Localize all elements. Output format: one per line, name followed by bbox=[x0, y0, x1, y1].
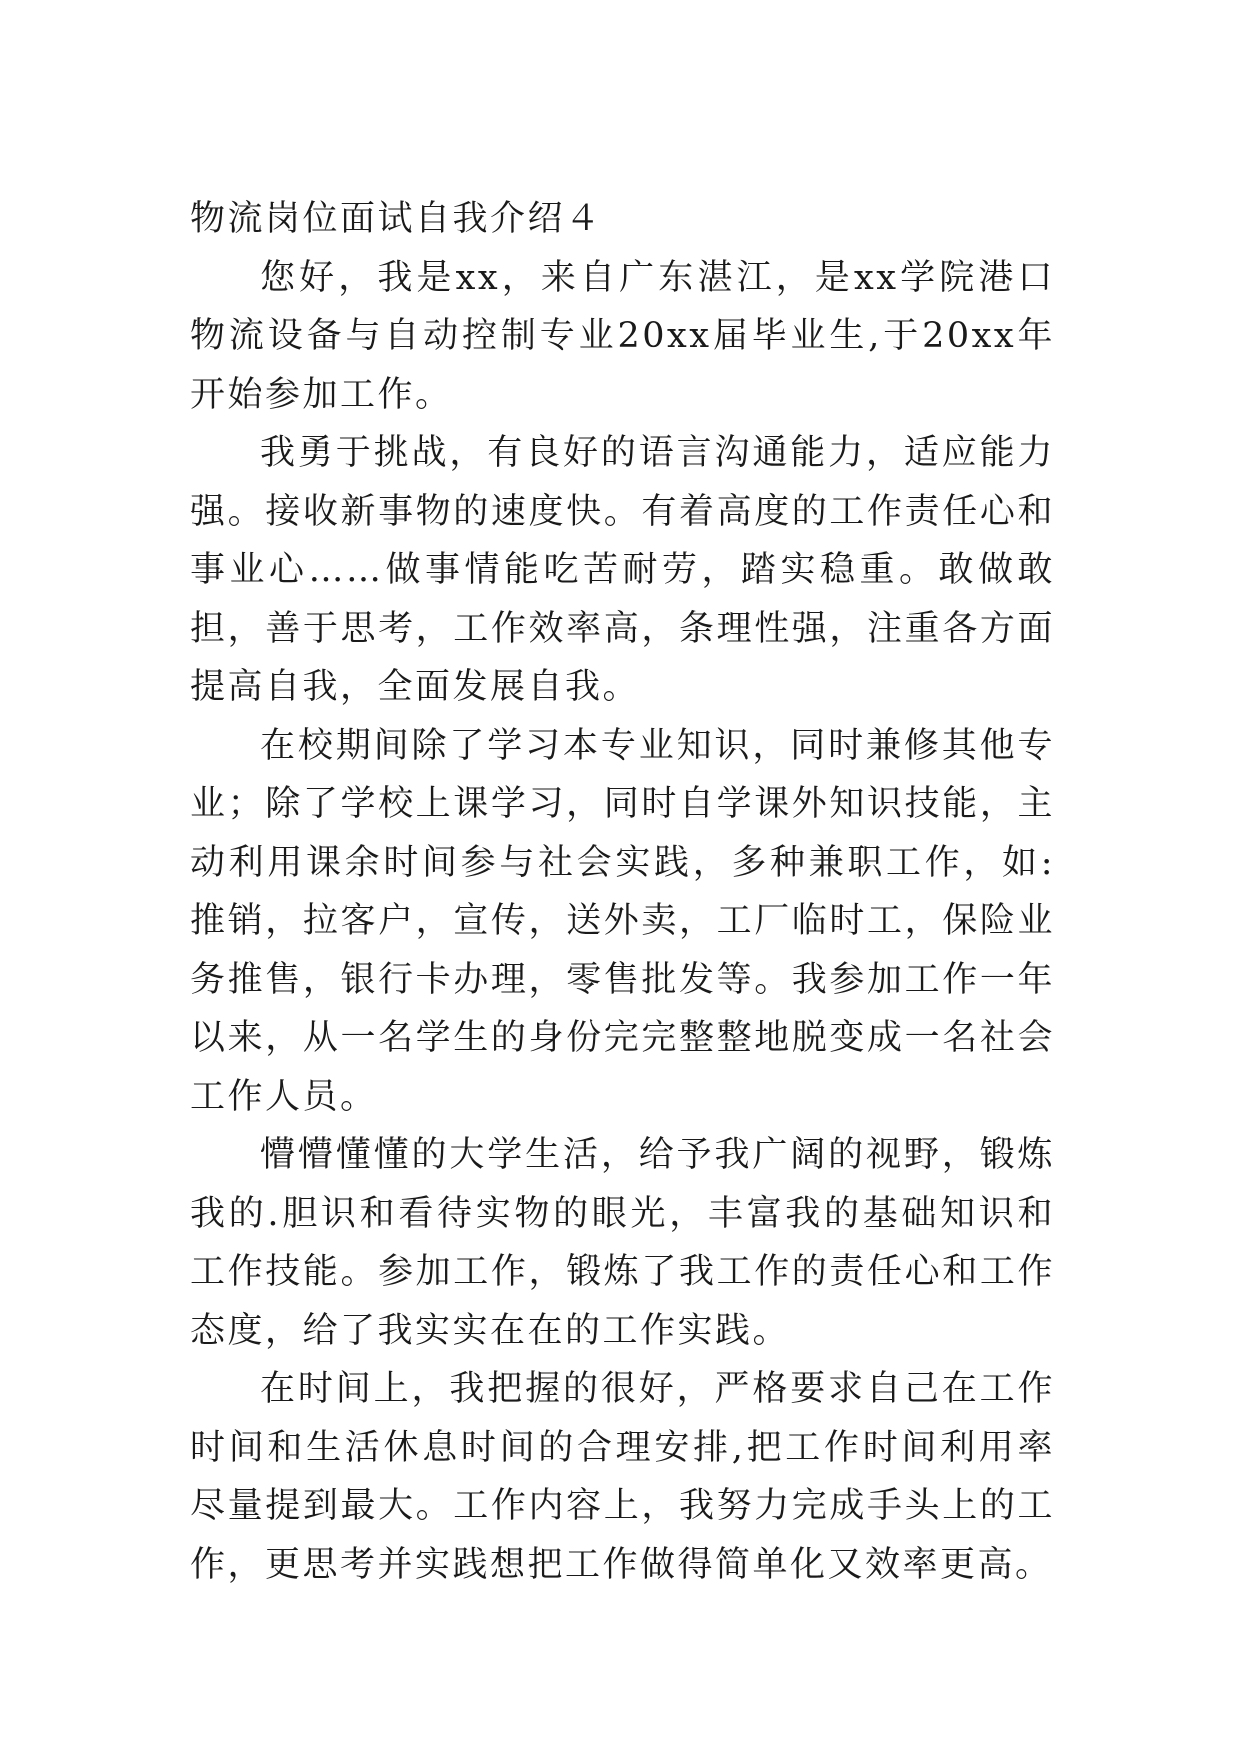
paragraph-4: 懵懵懂懂的大学生活，给予我广阔的视野，锻炼我的.胆识和看待实物的眼光，丰富我的基础知识和工作技能。参加工作，锻炼了我工作的责任心和工作态度，给了我实实在在的工作实践。 bbox=[190, 1135, 1055, 1351]
paragraph-3: 在校期间除了学习本专业知识，同时兼修其他专业；除了学校上课学习，同时自学课外知识技能，主动利用课余时间参与社会实践，多种兼职工作，如:推销，拉客户，宣传，送外卖，工厂临时工，保险业务推售，银行卡办理，零售批发等。我参加工作一年以来，从一名学生的身份完完整整地脱变成一名社会工作人员。 bbox=[190, 725, 1055, 1117]
paragraph-2: 我勇于挑战，有良好的语言沟通能力，适应能力强。接收新事物的速度快。有着高度的工作责任心和事业心……做事情能吃苦耐劳，踏实稳重。敢做敢担，善于思考，工作效率高，条理性强，注重各方面提高自我，全面发展自我。 bbox=[190, 433, 1055, 707]
document-title: 物流岗位面试自我介绍４ bbox=[190, 199, 603, 239]
document-body bbox=[190, 190, 1055, 1594]
paragraph-5: 在时间上，我把握的很好，严格要求自己在工作时间和生活休息时间的合理安排,把工作时间利用率尽量提到最大。工作内容上，我努力完成手头上的工作，更思考并实践想把工作做得简单化又效率更高。 bbox=[190, 1369, 1055, 1585]
paragraph-1: 您好，我是xx，来自广东湛江，是xx学院港口物流设备与自动控制专业20xx届毕业生,于20xx年开始参加工作。 bbox=[190, 257, 1055, 415]
